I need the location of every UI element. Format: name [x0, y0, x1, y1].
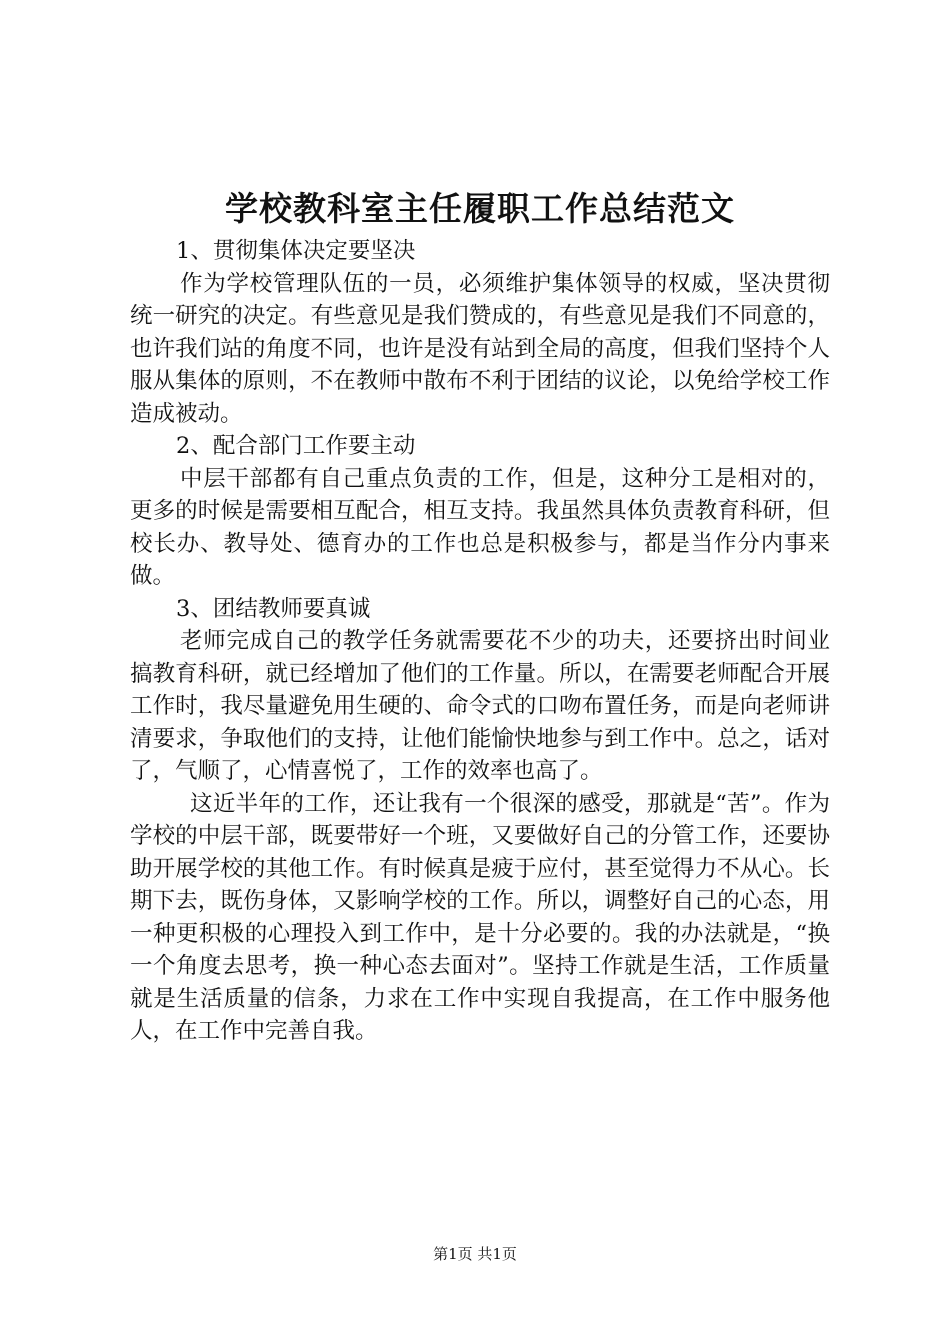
section-paragraph-3: 老师完成自己的教学任务就需要花不少的功夫，还要挤出时间业搞教育科研，就已经增加了他们的工作量。所以，在需要老师配合开展工作时，我尽量避免用生硬的、命令式的口吻布置任务，而是向老师讲清要求，争取他们的支持，让他们能愉快地参与到工作中。总之，话对了，气顺了，心情喜悦了，工作的效率也高了。 [130, 628, 830, 784]
section-heading-2: 2、配合部门工作要主动 [176, 433, 416, 459]
document-body [130, 235, 830, 1048]
section-paragraph-1: 作为学校管理队伍的一员，必须维护集体领导的权威，坚决贯彻统一研究的决定。有些意见是我们赞成的，有些意见是我们不同意的，也许我们站的角度不同，也许是没有站到全局的高度，但我们坚持个人服从集体的原则，不在教师中散布不利于团结的议论，以免给学校工作造成被动。 [130, 270, 830, 427]
document-title: 学校教科室主任履职工作总结范文 [225, 189, 735, 228]
closing-paragraph: 这近半年的工作，还让我有一个很深的感受，那就是“苦”。作为学校的中层干部，既要带好一个班，又要做好自己的分管工作，还要协助开展学校的其他工作。有时候真是疲于应付，甚至觉得力不从心。长期下去，既伤身体，又影响学校的工作。所以，调整好自己的心态，用一种更积极的心理投入到工作中，是十分必要的。我的办法就是，“换一个角度去思考，换一种心态去面对”。坚持工作就是生活，工作质量就是生活质量的信条，力求在工作中实现自我提高，在工作中服务他人，在工作中完善自我。 [130, 790, 830, 1044]
section-heading-1: 1、贯彻集体决定要坚决 [176, 238, 416, 264]
section-heading-3: 3、团结教师要真诚 [176, 595, 371, 622]
section-paragraph-2: 中层干部都有自己重点负责的工作，但是，这种分工是相对的，更多的时候是需要相互配合，相互支持。我虽然具体负责教育科研，但校长办、教导处、德育办的工作也总是积极参与，都是当作分内事来做。 [130, 465, 830, 589]
page-number-footer: 第1页 共1页 [433, 1245, 517, 1263]
